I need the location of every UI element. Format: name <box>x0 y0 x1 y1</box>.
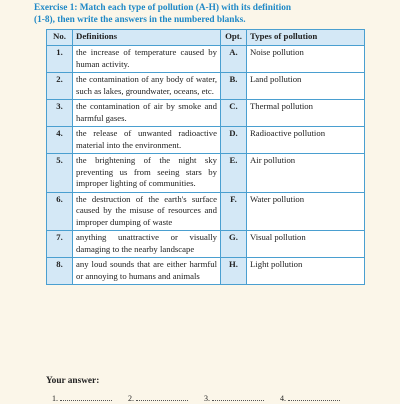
pollution-type-cell: Land pollution <box>247 73 365 100</box>
blank-number: 4. <box>280 394 286 403</box>
row-number: 1. <box>47 46 73 73</box>
definition-cell: the release of unwanted radioactive material into the environment. <box>73 127 221 154</box>
pollution-type-cell: Water pollution <box>247 192 365 231</box>
exercise-instruction <box>34 2 374 26</box>
answer-blank-2[interactable] <box>128 394 188 403</box>
blank-line <box>212 400 264 401</box>
row-number: 8. <box>47 258 73 285</box>
pollution-type-cell: Radioactive pollution <box>247 127 365 154</box>
option-letter: B. <box>221 73 247 100</box>
definition-cell: the contamination of air by smoke and harmful gases. <box>73 100 221 127</box>
blank-number: 1. <box>52 394 58 403</box>
pollution-type-cell: Air pollution <box>247 154 365 193</box>
answer-blank-3[interactable] <box>204 394 264 403</box>
table-row <box>47 192 365 231</box>
table-row <box>47 73 365 100</box>
instruction-line-1: Exercise 1: Match each type of pollution (A-H) with its definition <box>34 3 292 13</box>
table-row <box>47 46 365 73</box>
answer-blanks <box>52 394 352 404</box>
blank-line <box>288 400 340 401</box>
definition-cell: the brightening of the night sky preventing us from seeing stars by improper lighting of communities. <box>73 154 221 193</box>
option-letter: D. <box>221 127 247 154</box>
answer-blank-1[interactable] <box>52 394 112 403</box>
answer-blank-4[interactable] <box>280 394 340 403</box>
table-row <box>47 231 365 258</box>
option-letter: F. <box>221 192 247 231</box>
instruction-line-2: (1-8), then write the answers in the numbered blanks. <box>34 15 246 25</box>
header-no: No. <box>47 30 73 46</box>
header-opt: Opt. <box>221 30 247 46</box>
blank-line <box>136 400 188 401</box>
definition-cell: anything unattractive or visually damaging to the nearby landscape <box>73 231 221 258</box>
pollution-type-cell: Light pollution <box>247 258 365 285</box>
definition-cell: the destruction of the earth's surface caused by the misuse of resources and improper dumping of waste <box>73 192 221 231</box>
row-number: 2. <box>47 73 73 100</box>
row-number: 4. <box>47 127 73 154</box>
table-row <box>47 127 365 154</box>
blank-number: 3. <box>204 394 210 403</box>
definition-cell: the contamination of any body of water, such as lakes, groundwater, oceans, etc. <box>73 73 221 100</box>
header-types: Types of pollution <box>247 30 365 46</box>
option-letter: C. <box>221 100 247 127</box>
blank-number: 2. <box>128 394 134 403</box>
definition-cell: any loud sounds that are either harmful or annoying to humans and animals <box>73 258 221 285</box>
option-letter: H. <box>221 258 247 285</box>
table-row <box>47 258 365 285</box>
row-number: 7. <box>47 231 73 258</box>
blank-line <box>60 400 112 401</box>
row-number: 3. <box>47 100 73 127</box>
row-number: 5. <box>47 154 73 193</box>
option-letter: E. <box>221 154 247 193</box>
header-definitions: Definitions <box>73 30 221 46</box>
your-answer-label: Your answer: <box>46 376 100 386</box>
matching-table <box>46 29 365 285</box>
row-number: 6. <box>47 192 73 231</box>
table-row <box>47 100 365 127</box>
pollution-type-cell: Noise pollution <box>247 46 365 73</box>
table-header-row <box>47 30 365 46</box>
option-letter: G. <box>221 231 247 258</box>
pollution-type-cell: Visual pollution <box>247 231 365 258</box>
option-letter: A. <box>221 46 247 73</box>
pollution-type-cell: Thermal pollution <box>247 100 365 127</box>
definition-cell: the increase of temperature caused by human activity. <box>73 46 221 73</box>
table-row <box>47 154 365 193</box>
